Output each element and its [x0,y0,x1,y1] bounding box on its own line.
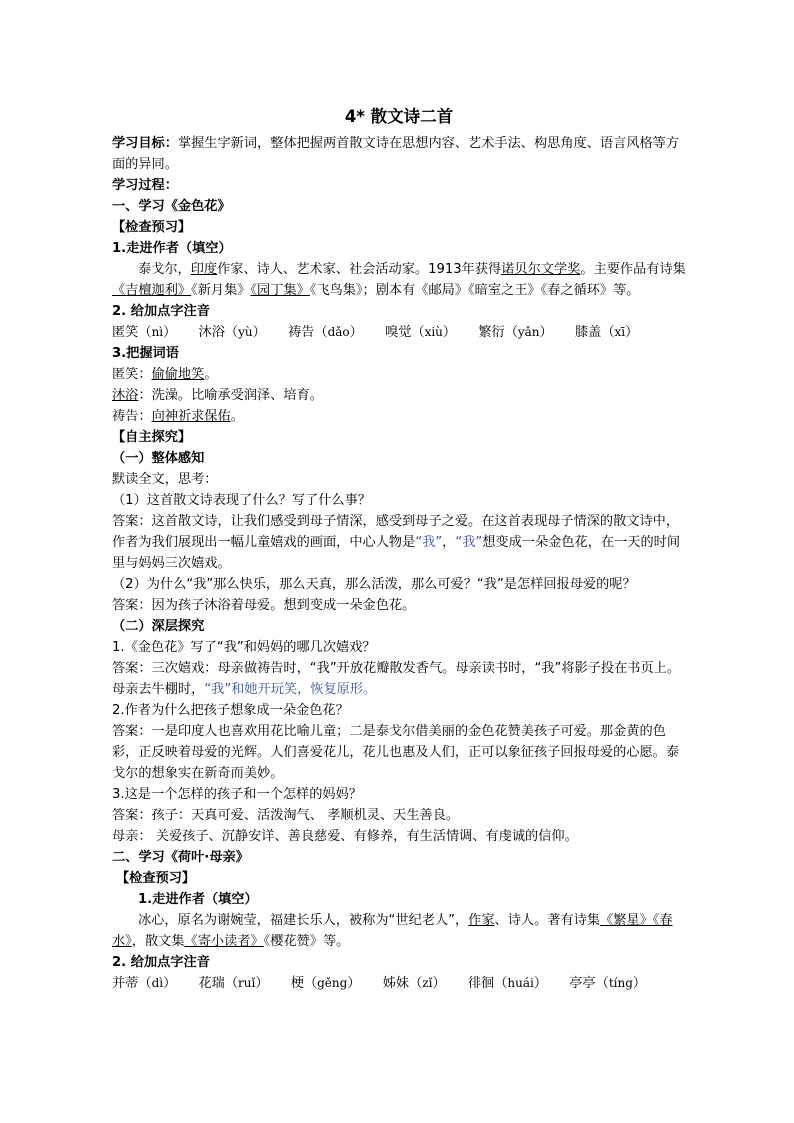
pinyin-word: 并蒂 [112,976,139,991]
pinyin-reading: dǎo [327,325,350,339]
vocab-item [112,406,686,427]
answer-text: ， [442,535,456,550]
pinyin-item: 膝盖（xī） [574,325,639,340]
section2-author-text [112,910,686,952]
learning-goal [112,133,686,175]
section2-heading: 二、学习《荷叶·母亲》 [112,850,249,865]
answer-text: 答案：三次嬉戏：母亲做祷告时，“我”开放花瓣散发香气。母亲读书时，“我”将影子投在书页上。母亲去牛棚时， [112,661,681,697]
deep-answer-3: 答案：孩子：天真可爱、活泼淘气、 孝顺机灵、天生善良。 [112,808,460,823]
author-text-part: 《樱花赞》等。 [263,934,350,949]
section1-heading: 一、学习《金色花》 [112,199,231,214]
pinyin-item: 祷告（dǎo） [288,325,363,340]
deep-answer-1 [112,658,686,700]
vocab-word: 祷告 [112,409,139,424]
fill-in-answer: 作家 [468,913,495,928]
section1-pinyin-heading: 2. 给加点字注音 [112,304,210,319]
answer-text: 想变成一朵金色花，在一天的时间里与妈妈三次嬉戏。 [112,535,681,571]
deep-answer-2: 答案：一是印度人也喜欢用花比喻儿童；二是泰戈尔借美丽的金色花赞美孩子可爱。那金黄的色彩，正反映着母爱的光辉。人们喜爱花儿，花儿也惠及人们，正可以象征孩子回报母爱的心愿。泰戈尔的想象实在新奇而美妙。 [112,724,680,781]
pinyin-item: 花瑞（ruǐ） [198,976,269,991]
pinyin-word: 梗 [290,976,304,991]
section2-pinyin-heading: 2. 给加点字注音 [112,955,210,970]
author-text-part: 。主要作品有诗集 [580,262,686,277]
pinyin-item: 徘徊（huái） [467,976,548,991]
deep-question-2: 2.作者为什么把孩子想象成一朵金色花？ [112,703,349,718]
goal-label: 学习目标： [112,136,178,151]
pinyin-item: 亭亭（tíng） [569,976,647,991]
answer-1 [112,511,686,574]
author-text-part: 作家、诗人、艺术家、社会活动家。1913年获得 [217,262,502,277]
author-text-part: 泰戈尔， [138,262,191,277]
pinyin-reading: yǎn [517,325,540,339]
author-text-part: ，散文集 [131,934,185,949]
pinyin-word: 祷告 [288,325,315,340]
pinyin-item: 并蒂（dì） [112,976,177,991]
pinyin-item: 繁衍（yǎn） [478,325,553,340]
deep-question-1: 1.《金色花》写了“我”和妈妈的哪几次嬉戏？ [112,640,376,655]
vocab-definition: 洗澡。比喻承受润泽、培育。 [151,388,323,403]
overall-intro: 默读全文，思考： [112,472,218,487]
section1-pinyin-row [112,322,686,343]
author-text-part: 冰心，原名为谢婉莹，福建长乐人，被称为“世纪老人”， [138,913,469,928]
vocab-definition: 向神祈求保佑 [151,409,231,424]
pinyin-item: 嗅觉（xiù） [385,325,457,340]
pinyin-word: 繁衍 [478,325,505,340]
pinyin-reading: zǐ [422,976,433,990]
section1-overall-heading: （一）整体感知 [112,451,205,466]
vocab-sep: ： [138,367,152,382]
pinyin-word: 姊妹 [382,976,410,991]
pinyin-reading: nì [151,325,164,339]
vocab-item [112,385,686,406]
section1-explore-heading: 【自主探究】 [112,430,192,445]
deep-answer-3b: 母亲： 关爱孩子、沉静安详、善良慈爱、有修养，有生活情调、有虔诚的信仰。 [112,829,578,844]
pinyin-reading: ruǐ [238,976,256,990]
pinyin-reading: xiù [424,325,443,339]
pinyin-item: 沐浴（yù） [198,325,266,340]
author-text-part: 《飞鸟集》；剧本有《邮局》《暗室之王》《春之循环》等。 [309,283,640,298]
goal-text: 掌握生字新词，整体把握两首散文诗在思想内容、艺术手法、构思角度、语言风格等方面的异同。 [112,136,680,172]
question-1: （1）这首散文诗表现了什么？写了什么事？ [112,493,371,508]
question-2: （2）为什么“我”那么快乐，那么天真，那么活泼，那么可爱？“我”是怎样回报母爱的呢？ [112,577,636,592]
section1-author-text [112,259,686,301]
pinyin-reading: tíng [608,976,633,990]
fill-in-answer: 印度 [190,262,218,277]
process-label: 学习过程： [112,178,178,193]
section1-vocab-heading: 3.把握词语 [112,346,179,361]
answer-highlight: “我” [455,535,483,550]
vocab-sep: ： [138,388,152,403]
fill-in-answer: 诺贝尔文学奖 [501,262,581,277]
section1-deep-heading: （二）深层探究 [112,619,205,634]
section2-preview-heading: 【检查预习】 [116,871,196,886]
vocab-item [112,364,686,385]
answer-text: 答案：这首散文诗，让我们感受到母子情深，感受到母子之爱。在这首表现母子情深的散文诗中，作者为我们展现出一幅儿童嬉戏的画面，中心人物是 [112,514,680,550]
fill-in-answer: 《园丁集》 [250,283,310,298]
pinyin-word: 亭亭 [569,976,596,991]
fill-in-answer: 《吉檀迦利》 [112,283,192,298]
pinyin-word: 沐浴 [198,325,225,340]
section2-author-heading: 1.走进作者（填空） [138,892,258,907]
pinyin-word: 膝盖 [574,325,602,340]
section1-preview-heading: 【检查预习】 [112,220,192,235]
pinyin-reading: xī [614,325,626,339]
pinyin-word: 嗅觉 [385,325,412,340]
section2-pinyin-row [112,973,686,994]
vocab-word: 沐浴 [112,388,139,403]
pinyin-word: 花瑞 [198,976,225,991]
pinyin-reading: dì [151,976,164,990]
answer-highlight: “我” [415,535,443,550]
fill-in-answer: 《寄小读者》 [184,934,264,949]
author-text-part: 《新月集》 [191,283,251,298]
pinyin-word: 匿笑 [112,325,139,340]
pinyin-item: 匿笑（nì） [112,325,177,340]
document-page [112,104,686,994]
vocab-end: 。 [204,367,218,382]
vocab-word: 匿笑 [112,367,139,382]
section1-author-heading: 1.走进作者（填空） [112,241,232,256]
vocab-end: 。 [230,409,244,424]
pinyin-reading: yù [238,325,253,339]
pinyin-word: 徘徊 [467,976,495,991]
vocab-definition: 偷偷地笑 [151,367,205,382]
answer-highlight: “我”和她开玩笑，恢复原形。 [204,682,377,697]
fill-in-answer: 《繁星》《春水》 [112,913,673,949]
vocab-sep: ： [138,409,152,424]
pinyin-item: 姊妹（zǐ） [382,976,446,991]
answer-2: 答案：因为孩子沐浴着母爱。想到变成一朵金色花。 [112,598,416,613]
deep-question-3: 3.这是一个怎样的孩子和一个怎样的妈妈？ [112,787,362,802]
author-text-part: 、诗人。著有诗集 [494,913,601,928]
pinyin-reading: gěng [317,976,348,990]
document-title: 4* 散文诗二首 [344,107,454,126]
pinyin-item: 梗（gěng） [290,976,361,991]
pinyin-reading: huái [507,976,534,990]
